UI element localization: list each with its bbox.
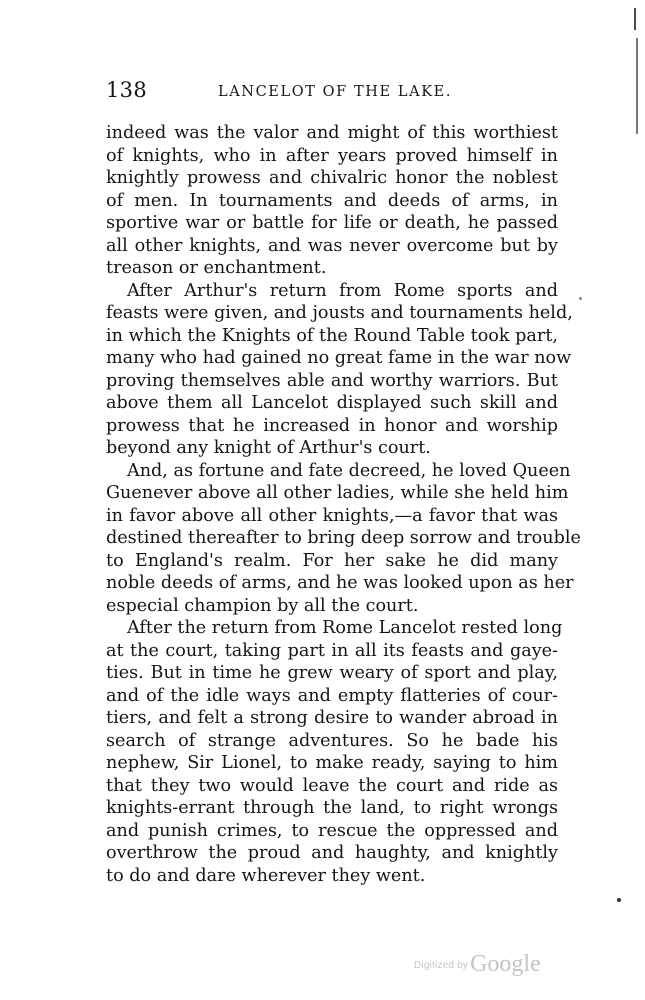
digitized-by-google-watermark (414, 951, 541, 978)
text-line: and of the idle ways and empty flatteries of cour- (106, 685, 558, 706)
text-line: that they two would leave the court and ride as (106, 775, 558, 796)
page-number: 138 (106, 78, 147, 102)
google-logo: Google (470, 951, 541, 977)
text-line: And, as fortune and fate decreed, he loved Queen (127, 460, 571, 481)
text-line: especial champion by all the court. (106, 595, 419, 616)
text-line: at the court, taking part in all its feasts and gaye- (106, 640, 558, 661)
scan-edge-mark-top (634, 8, 636, 30)
text-line: search of strange adventures. So he bade his (106, 730, 558, 751)
text-line: After the return from Rome Lancelot rested long (127, 618, 563, 638)
running-head: LANCELOT OF THE LAKE. (218, 84, 453, 100)
text-line: indeed was the valor and might of this worthiest (106, 123, 558, 143)
text-line: overthrow the proud and haughty, and knightly (106, 843, 558, 863)
text-line: After Arthur's return from Rome sports and (127, 280, 558, 301)
text-line: tiers, and felt a strong desire to wander abroad in (106, 708, 558, 728)
text-line: beyond any knight of Arthur's court. (106, 438, 431, 458)
paragraph-2 (106, 280, 573, 460)
paragraph-1 (106, 122, 558, 280)
scan-speck (579, 297, 582, 300)
text-line: many who had gained no great fame in the war now (106, 348, 572, 368)
watermark-prefix: Digitized by (414, 960, 469, 971)
text-line: of knights, who in after years proved himself in (106, 145, 558, 166)
text-line: destined thereafter to bring deep sorrow and trouble (106, 528, 581, 548)
text-line: in which the Knights of the Round Table took part, (106, 325, 558, 346)
text-line: all other knights, and was never overcome but by (106, 235, 558, 256)
text-line: in favor above all other knights,—a favor that was (106, 505, 558, 526)
text-line: Guenever above all other ladies, while she held him (106, 483, 569, 503)
text-line: noble deeds of arms, and he was looked upon as her (106, 573, 574, 593)
text-line: sportive war or battle for life or death, he passed (106, 213, 558, 233)
text-line: ties. But in time he grew weary of sport and play, (106, 663, 558, 683)
text-line: of men. In tournaments and deeds of arms, in (106, 190, 558, 211)
body-text (106, 122, 581, 887)
text-line: prowess that he increased in honor and worship (106, 415, 558, 436)
text-line: knightly prowess and chivalric honor the noblest (106, 168, 558, 188)
text-line: above them all Lancelot displayed such skill and (106, 393, 558, 413)
paragraph-4 (106, 617, 563, 887)
paragraph-3 (106, 460, 581, 618)
text-line: to do and dare wherever they went. (106, 865, 426, 886)
text-line: feasts were given, and jousts and tournaments held, (106, 303, 573, 323)
text-line: proving themselves able and worthy warriors. But (106, 370, 558, 391)
text-line: to England's realm. For her sake he did many (106, 550, 558, 571)
scan-edge-mark (636, 38, 638, 134)
text-line: treason or enchantment. (106, 258, 327, 278)
text-line: and punish crimes, to rescue the oppressed and (106, 820, 558, 841)
text-line: knights-errant through the land, to right wrongs (106, 798, 558, 818)
scan-speck (617, 898, 621, 902)
text-line: nephew, Sir Lionel, to make ready, saying to him (106, 753, 558, 773)
